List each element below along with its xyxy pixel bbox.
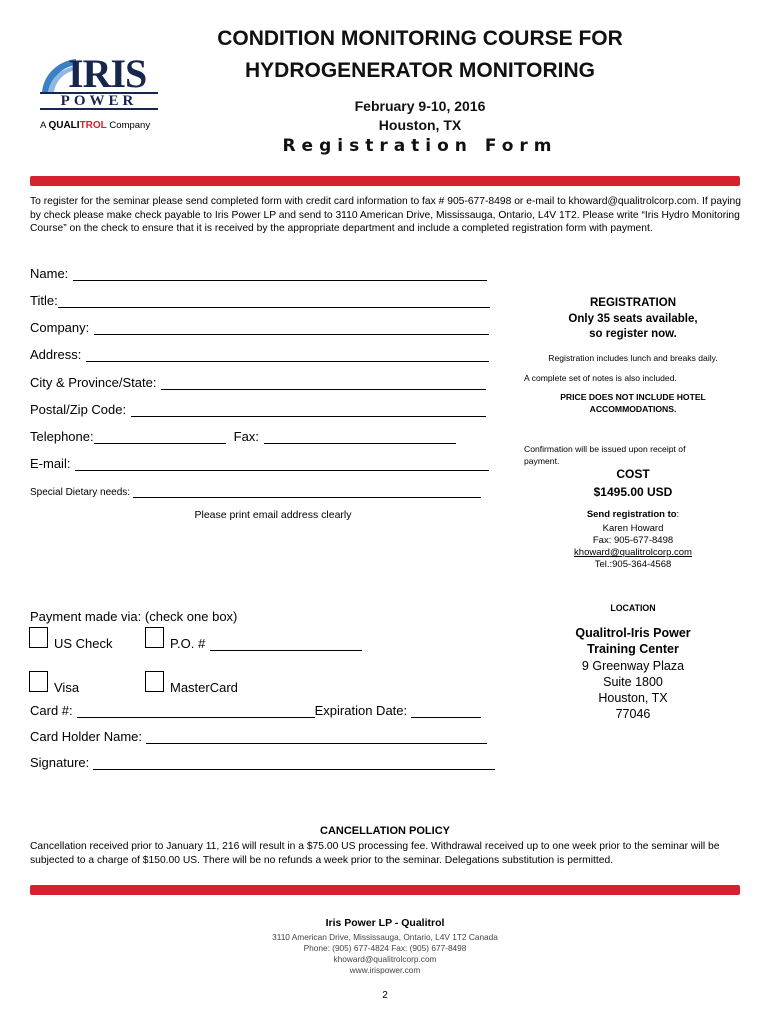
postal-field[interactable]	[30, 402, 486, 417]
location-zip: 77046	[615, 707, 651, 721]
address-label: Address:	[30, 347, 82, 362]
visa-checkbox[interactable]	[29, 671, 48, 692]
telephone-label: Telephone:	[30, 429, 94, 444]
contact-email-link[interactable]: khoward@qualitrolcorp.com	[574, 547, 692, 558]
dietary-field[interactable]	[30, 485, 481, 498]
logo-company-name-b: TROL	[79, 120, 107, 131]
company-label: Company:	[30, 320, 90, 335]
us-check-checkbox[interactable]	[29, 627, 48, 648]
location-street: 9 Greenway Plaza	[581, 659, 685, 673]
expiration-input-line[interactable]	[411, 705, 481, 718]
name-input-line[interactable]	[73, 268, 487, 281]
cost-value: $1495.00 USD	[593, 485, 673, 499]
po-label: P.O. #	[170, 636, 206, 651]
contact-name: Karen Howard	[602, 523, 664, 534]
mastercard-label: MasterCard	[170, 680, 238, 695]
card-holder-input-line[interactable]	[146, 731, 487, 744]
dietary-label: Special Dietary needs:	[30, 487, 131, 498]
card-number-label: Card #:	[30, 703, 73, 718]
footer-website[interactable]: www.irispower.com	[349, 965, 421, 975]
us-check-label: US Check	[54, 636, 113, 651]
telephone-field[interactable]	[30, 429, 456, 444]
fax-label: Fax:	[233, 429, 259, 444]
cost-label: COST	[616, 467, 650, 481]
postal-input-line[interactable]	[131, 404, 486, 417]
po-field[interactable]	[170, 636, 362, 651]
course-date: February 9-10, 2016	[354, 98, 486, 114]
logo-brand-text: IRIS	[68, 51, 147, 96]
cancellation-text: Cancellation received prior to January 11, 216 will result in a $75.00 US processing fee. Withdrawal received up to one week prior to the seminar will be subjected to a charge of $150.00 US. There will be no refunds a week prior to the seminar. Delegations substitution is permitted.	[30, 841, 720, 866]
payment-heading: Payment made via: (check one box)	[30, 609, 238, 624]
footer-company: Iris Power LP - Qualitrol	[325, 917, 445, 929]
signature-input-line[interactable]	[93, 757, 495, 770]
card-holder-label: Card Holder Name:	[30, 729, 142, 744]
card-holder-field[interactable]	[30, 729, 487, 744]
card-number-input-line[interactable]	[77, 705, 315, 718]
location-suite: Suite 1800	[603, 675, 663, 689]
course-title-line2: HYDROGENERATOR MONITORING	[244, 59, 596, 82]
email-field[interactable]	[30, 456, 489, 471]
intro-paragraph: To register for the seminar please send completed form with credit card information to fax # 905-677-8498 or e-mail to khoward@qualitrolcorp.com. If paying by check please make check payable to Iris Power LP and send to 3110 American Drive, Mississauga, Ontario, L4V 1T2. Please write “Iris Hydro Monitoring Course” on the check to ensure that it is received by the appropriate department and include a completed registration form with payment.	[30, 196, 741, 235]
send-to-label: Send registration to	[586, 509, 677, 520]
signature-label: Signature:	[30, 755, 90, 770]
expiration-label: Expiration Date:	[314, 703, 408, 718]
confirmation-line1: Confirmation will be issued upon receipt of	[524, 444, 686, 454]
city-label: City & Province/State:	[30, 375, 157, 390]
title-label: Title:	[30, 293, 58, 308]
iris-power-logo	[36, 51, 160, 134]
contact-email-wrapper	[515, 547, 751, 558]
price-note-line1: PRICE DOES NOT INCLUDE HOTEL	[560, 392, 706, 402]
visa-label: Visa	[54, 680, 80, 695]
notes-text: A complete set of notes is also included.	[524, 373, 677, 383]
top-divider-bar	[30, 176, 740, 186]
contact-fax: Fax: 905-677-8498	[592, 535, 674, 546]
company-field[interactable]	[30, 320, 489, 335]
logo-company-prefix: A	[40, 120, 46, 131]
contact-tel: Tel.:905-364-4568	[594, 559, 672, 570]
send-to-line	[515, 509, 751, 520]
location-city: Houston, TX	[598, 691, 668, 705]
email-note: Please print email address clearly	[194, 509, 352, 521]
bottom-divider-bar	[30, 885, 740, 895]
dietary-input-line[interactable]	[133, 485, 481, 498]
course-city: Houston, TX	[378, 117, 462, 133]
company-input-line[interactable]	[94, 322, 489, 335]
footer-email[interactable]: khoward@qualitrolcorp.com	[333, 954, 437, 964]
cancellation-heading: CANCELLATION POLICY	[320, 825, 450, 837]
email-label: E-mail:	[30, 456, 71, 471]
logo-company-line	[40, 120, 150, 131]
address-field[interactable]	[30, 347, 489, 362]
logo-company-suffix: Company	[109, 120, 151, 131]
logo-company-name-a: QUALI	[48, 120, 80, 131]
email-input-line[interactable]	[75, 458, 489, 471]
fax-input-line[interactable]	[264, 431, 456, 444]
name-field[interactable]	[30, 266, 487, 281]
seats-line1: Only 35 seats available,	[568, 313, 698, 325]
includes-text: Registration includes lunch and breaks daily.	[548, 353, 718, 363]
venue-line1: Qualitrol-Iris Power	[575, 626, 691, 640]
confirmation-line2: payment.	[524, 456, 560, 466]
page-number: 2	[382, 990, 388, 1001]
venue-line2: Training Center	[587, 642, 679, 656]
title-field[interactable]	[30, 293, 490, 308]
footer-phone: Phone: (905) 677-4824 Fax: (905) 677-8498	[303, 943, 467, 953]
location-label: LOCATION	[610, 603, 656, 613]
name-label: Name:	[30, 266, 69, 281]
city-field[interactable]	[30, 375, 486, 390]
city-input-line[interactable]	[161, 377, 486, 390]
mastercard-checkbox[interactable]	[145, 671, 164, 692]
course-title-line1: CONDITION MONITORING COURSE FOR	[217, 27, 623, 50]
send-to-colon: :	[676, 509, 680, 520]
telephone-input-line[interactable]	[94, 431, 226, 444]
price-note-line2: ACCOMMODATIONS.	[589, 404, 677, 414]
registration-heading: REGISTRATION	[589, 297, 677, 309]
seats-line2: so register now.	[589, 328, 677, 340]
card-number-field[interactable]	[30, 703, 481, 718]
form-title: Registration Form	[282, 136, 558, 156]
title-input-line[interactable]	[58, 295, 490, 308]
po-checkbox[interactable]	[145, 627, 164, 648]
address-input-line[interactable]	[86, 349, 489, 362]
footer-address: 3110 American Drive, Mississauga, Ontario, L4V 1T2 Canada	[272, 932, 498, 942]
logo-power-text: POWER	[40, 92, 158, 110]
signature-field[interactable]	[30, 755, 495, 770]
postal-label: Postal/Zip Code:	[30, 402, 127, 417]
po-input-line[interactable]	[210, 638, 362, 651]
